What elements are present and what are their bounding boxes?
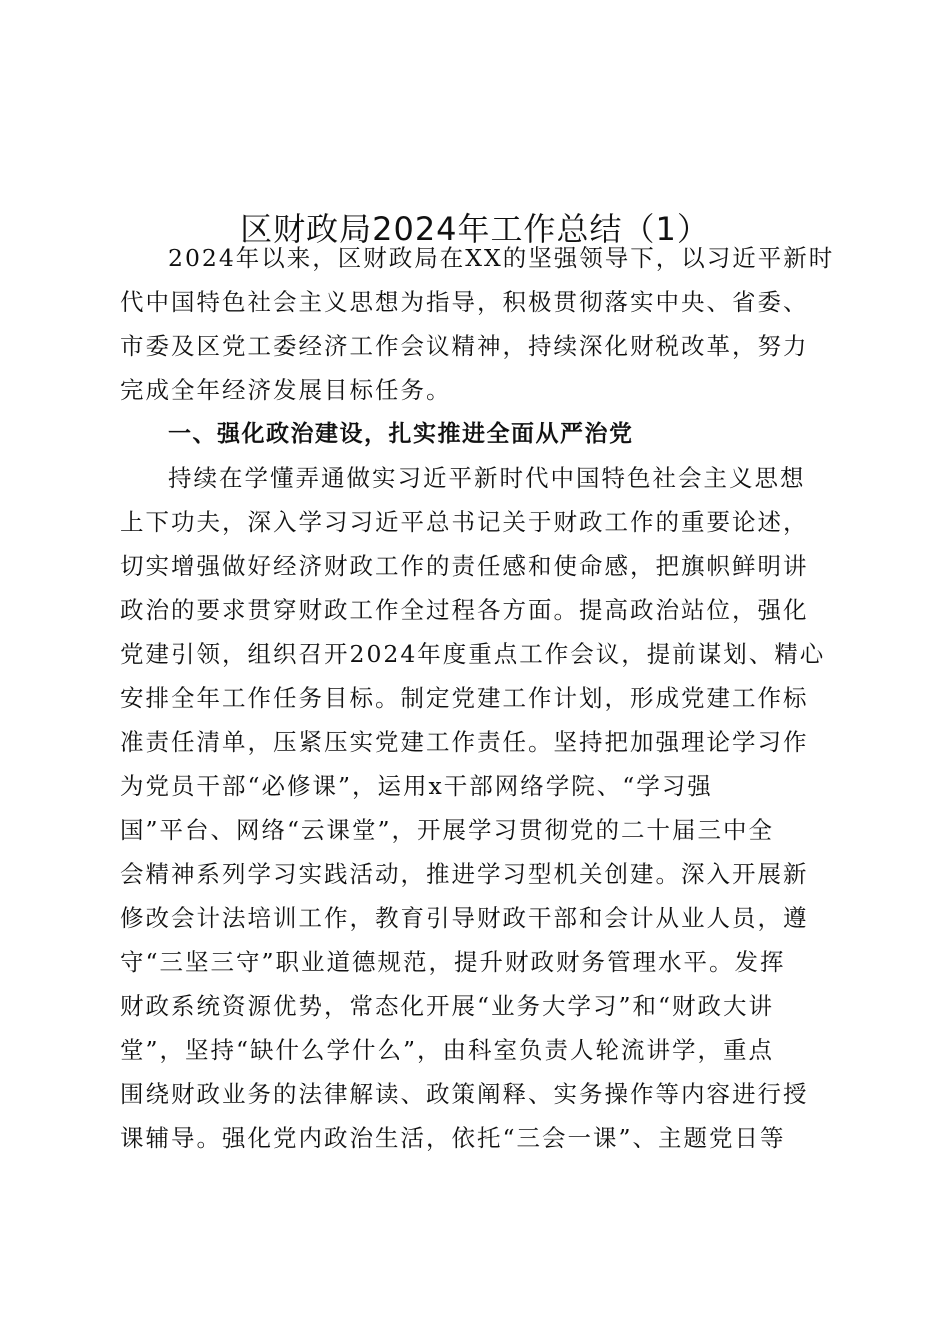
body-line: 政治的要求贯穿财政工作全过程各方面。提高政治站位，强化 [120, 596, 809, 624]
intro-line: 2024年以来，区财政局在XX的坚强领导下，以习近平新时 [168, 244, 835, 272]
body-line: 围绕财政业务的法律解读、政策阐释、实务操作等内容进行授 [120, 1080, 809, 1108]
body-line: 党建引领，组织召开2024年度重点工作会议，提前谋划、精心 [120, 640, 826, 668]
intro-line: 市委及区党工委经济工作会议精神，持续深化财税改革，努力 [120, 332, 809, 360]
body-line: 安排全年工作任务目标。制定党建工作计划，形成党建工作标 [120, 684, 809, 712]
body-line: 会精神系列学习实践活动，推进学习型机关创建。深入开展新 [120, 860, 809, 888]
body-line: 财政系统资源优势，常态化开展“业务大学习”和“财政大讲 [120, 992, 775, 1020]
body-line: 守“三坚三守”职业道德规范，提升财政财务管理水平。发挥 [120, 948, 786, 976]
body-line: 准责任清单，压紧压实党建工作责任。坚持把加强理论学习作 [120, 728, 809, 756]
body-line: 课辅导。强化党内政治生活，依托“三会一课”、主题党日等 [120, 1124, 786, 1152]
document-title: 区财政局2024年工作总结（1） [240, 210, 710, 248]
body-line: 修改会计法培训工作，教育引导财政干部和会计从业人员，遵 [120, 904, 809, 932]
intro-line: 代中国特色社会主义思想为指导，积极贯彻落实中央、省委、 [120, 288, 809, 316]
body-line: 国”平台、网络“云课堂”，开展学习贯彻党的二十届三中全 [120, 816, 775, 844]
intro-line: 完成全年经济发展目标任务。 [120, 376, 452, 404]
body-line: 为党员干部“必修课”，运用x干部网络学院、“学习强 [120, 772, 713, 800]
body-line: 堂”，坚持“缺什么学什么”，由科室负责人轮流讲学，重点 [120, 1036, 775, 1064]
body-line: 上下功夫，深入学习习近平总书记关于财政工作的重要论述， [120, 508, 809, 536]
body-line: 切实增强做好经济财政工作的责任感和使命感，把旗帜鲜明讲 [120, 552, 809, 580]
body-line: 持续在学懂弄通做实习近平新时代中国特色社会主义思想 [168, 464, 806, 492]
section-heading: 一、强化政治建设，扎实推进全面从严治党 [168, 421, 634, 447]
